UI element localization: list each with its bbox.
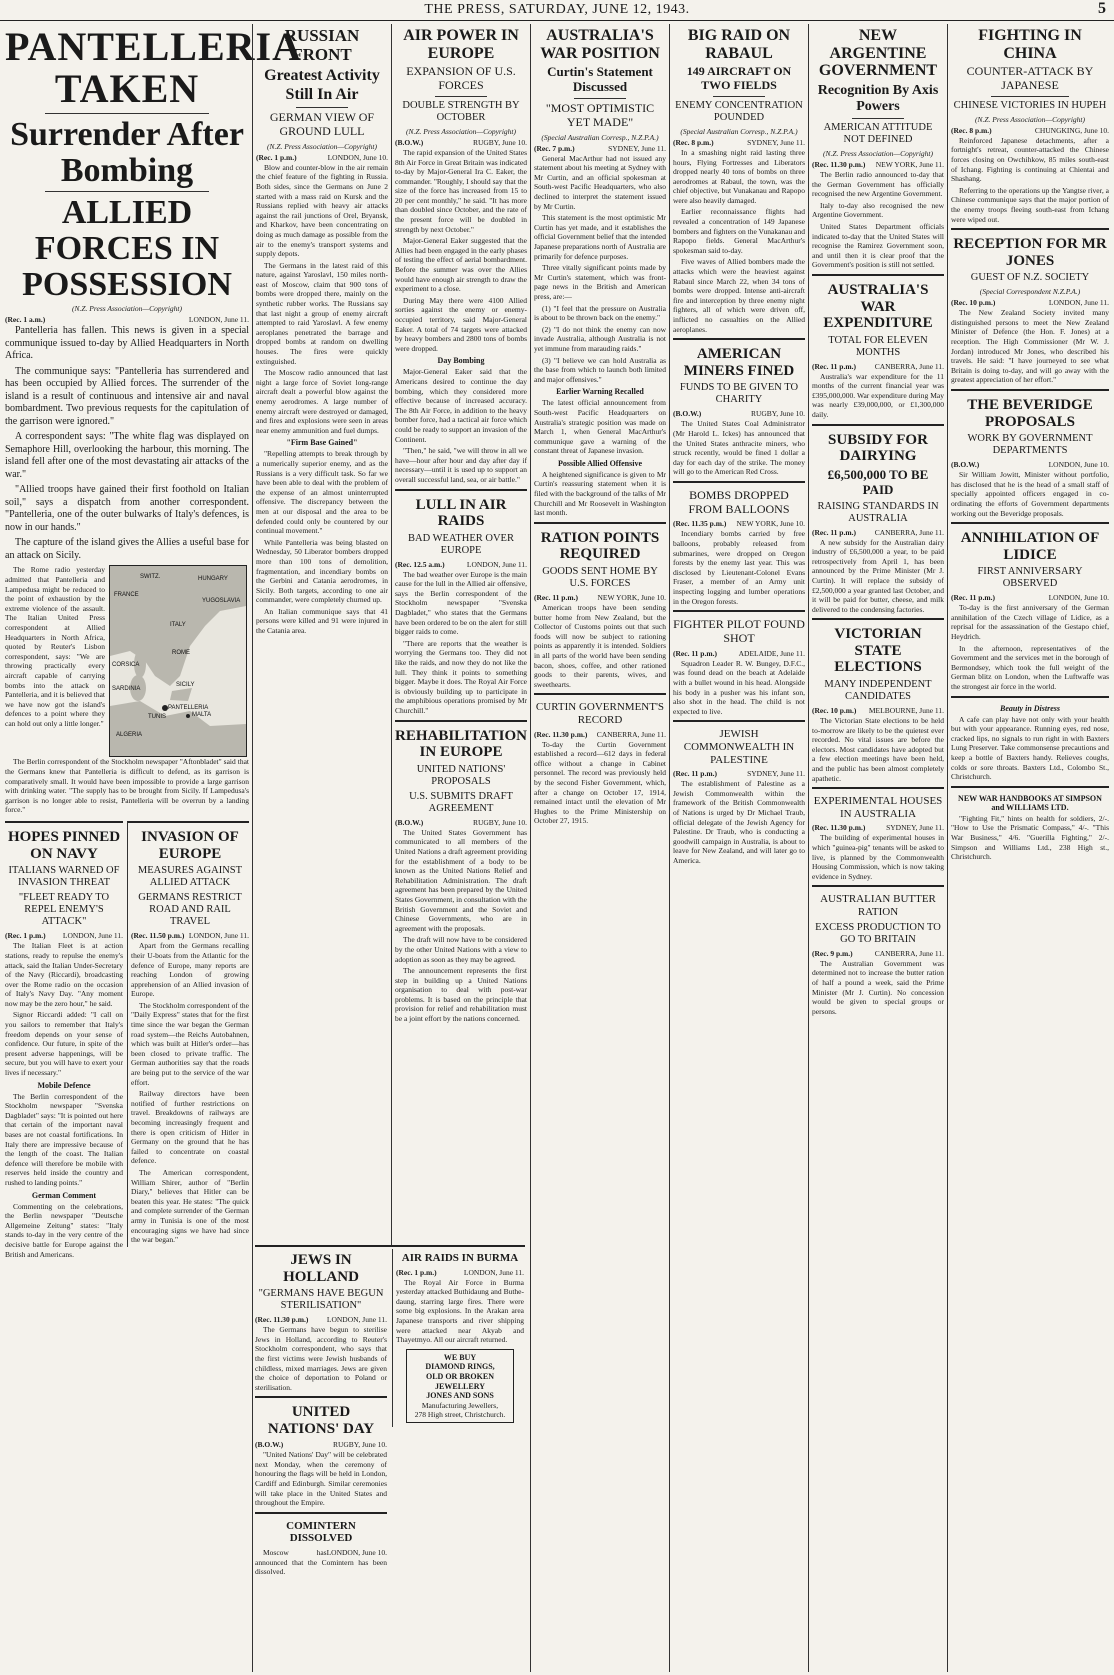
un-day-article (255, 1396, 387, 1508)
article-paragraph: The building of experimental houses in which "guinea-pig" tenants will be asked to live, is planned by the Commonwealth Housing Commission, which is now taking evidence in Sydney. (812, 833, 944, 881)
dateline: (B.O.W.) RUGBY, June 10. (255, 1440, 387, 1450)
map-label: TUNIS (148, 714, 166, 721)
australia-war-subhead: Curtin's Statement Discussed (547, 64, 653, 95)
credit-line: (N.Z. Press Association—Copyright) (405, 126, 516, 136)
aus-expenditure-article (812, 274, 944, 420)
article-paragraph: The Moscow radio announced that last night a large force of Soviet long-range aircraft dealt a powerful blow against the enemy aerodromes. A large number of enemy aircraft were destroyed or damaged, and fires and explosions were seen in areas near enemy ammunition and fuel dumps. (256, 368, 388, 435)
air-power-subhead2: DOUBLE STRENGTH BY OCTOBER (402, 99, 520, 123)
dateline: (Rec. 11 p.m.) SYDNEY, June 11. (673, 769, 805, 779)
jews-article (255, 1249, 387, 1579)
invasion-subhead2: GERMANS RESTRICT ROAD AND RAIL TRAVEL (138, 892, 242, 928)
article-paragraph: Reinforced Japanese detachments, after a fortnight's retreat, counter-attacked the Chinese forces closing on Owchihkow, 85 miles south-east of Ichang. Fighting is continuing at Chientai and Shashang. (951, 135, 1109, 184)
hopes-subhead2: "FLEET READY TO REPEL ENEMY'S ATTACK" (18, 892, 110, 928)
credit-line: (N.Z. Press Association—Copyright) (71, 304, 182, 314)
dateline: (Rec. 11.50 p.m.) LONDON, June 11. (131, 931, 249, 941)
article-paragraph: This statement is the most optimistic Mr Curtin has yet made, and it establishes the official Government belief that the intended Japanese preparations north of Australia are primarily for defence purposes. (534, 213, 666, 261)
article-paragraph: Incendiary bombs carried by free balloons, probably released from submarines, were dropped on Oregon forests by the enemy last year. This was disclosed by Lieutenant-Colonel Evans Fraser, a member of an Army unit inspecting logging and lumber operations in the Oregon forests. (673, 529, 805, 606)
jones-subhead: GUEST OF N.Z. SOCIETY (970, 272, 1090, 284)
dairying-article (812, 424, 944, 615)
article-paragraph: During May there were 4100 Allied sorties against the enemy or enemy-occupied territory, said Major-General Eaker. A total of 74 targets were attacked by heavy bombers and 2800 tons of bombs were dropped. (395, 295, 527, 353)
article-paragraph: The Stockholm correspondent of the "Daily Express" states that for the first time since the war began the German road system—the Reichs Autobahnen, which was built at Hitler's order—has been closed to private traffic. The German authorities say that the roads are being put to the service of the war effort. (131, 1000, 249, 1087)
aus-expenditure-subhead: TOTAL FOR ELEVEN MONTHS (828, 334, 928, 358)
article-paragraph: Apart from the Germans recalling their U-boats from the Atlantic for the defence of Europe, many reports are reaching London of growing apprehension of an Allied invasion of Europe. (131, 941, 249, 999)
rehabilitation-headline: REHABILITATION IN EUROPE (395, 727, 527, 761)
rabaul-subhead: 149 AIRCRAFT ON TWO FIELDS (686, 64, 792, 92)
article-paragraph: Earlier reconnaissance flights had revealed a concentration of 149 Japanese bombers and fighters on the Vunakanau and Rapopo fields. General MacArthur's spokesman said to-day. (673, 207, 805, 255)
map-label: SARDINIA (112, 686, 141, 693)
air-power-subhead: EXPANSION OF U.S. FORCES (406, 64, 516, 92)
article-paragraph: Major-General Eaker said that the Americans desired to continue the day bombing, which they considered more effective because of increased accuracy. The 8th Air Force, in addition to the heavy bomber force, had a tactical air force which could be ready to support an invasion of the Continent. (395, 367, 527, 444)
article-paragraph: The Berlin radio announced to-day that the German Government has officially recognised the new Argentine Government. (812, 170, 944, 199)
dairying-subhead2: RAISING STANDARDS IN AUSTRALIA (817, 500, 939, 524)
article-paragraph: The Australian Government was determined not to increase the butter ration of half a pound a week, said the Prime Minister (Mr J. Curtin). No concession would be given to special groups or persons. (812, 958, 944, 1016)
map-label: ITALY (170, 622, 186, 629)
article-paragraph: The United States Government has communicated to all members of the United Nations a draft agreement providing for the establishment of a body to be known as the United Nations Relief and Rehabilitation Administration. The draft agreement has been prepared by the United States Government, in consultation with the British Government and the Soviet and Chinese Governments, who are in agreement with the proposals. (395, 827, 527, 933)
beauty-ad (951, 696, 1109, 782)
map-label: SWITZ. (140, 574, 161, 581)
article-paragraph: Five waves of Allied bombers made the attacks which were the heaviest against Rabaul since March 22, when 34 tons of bombs were dropped. Intense anti-aircraft fire and interception by three enemy night fighters, all of which were driven off, inflicted no casualties on the Allied aeroplanes. (673, 257, 805, 334)
lull-subhead: BAD WEATHER OVER EUROPE (408, 532, 514, 556)
section-subhead: Day Bombing (437, 356, 485, 366)
ration-headline: RATION POINTS REQUIRED (540, 529, 660, 563)
ad-line: WE BUY (443, 1352, 477, 1362)
aus-expenditure-headline: AUSTRALIA'S WAR EXPENDITURE (823, 282, 933, 332)
article-paragraph: In a smashing night raid lasting three hours, Flying Fortresses and Liberators dropped nearly 40 tons of bombs on three aerodromes at Rabaul, the town, was the chief objective, but Vunakanau and Rapopo were also heavily damaged. (673, 147, 805, 205)
ad-text: "Fighting Fit," hints on health for soldiers, 2/-. "How to Use the Prismatic Compass," 4/-. "This War Business," 4/6. "Guerilla Fighting," 2/-. Simpson and Williams Ltd., 238 High st., Christchurch. (951, 813, 1109, 862)
pantelleria-subhead2: ALLIED FORCES IN POSSESSION (22, 194, 232, 303)
beveridge-headline: THE BEVERIDGE PROPOSALS (967, 397, 1093, 430)
article-paragraph: (1) "I feel that the pressure on Australia is about to be thrown back on the enemy." (534, 303, 666, 323)
air-power-headline: AIR POWER IN EUROPE (403, 27, 519, 62)
beveridge-subhead: WORK BY GOVERNMENT DEPARTMENTS (967, 433, 1093, 457)
article-paragraph: Three vitally significant points made by Mr Curtin's statement, which was front-page news in the British and American press, are:— (534, 263, 666, 301)
section-subhead: German Comment (31, 1190, 97, 1200)
ration-article (534, 522, 666, 689)
divider (435, 96, 487, 97)
comintern-article: COMINTERN DISSOLVED LONDON, June 10. Moscow has announced that the Comintern has been dissolved. (255, 1512, 387, 1577)
lidice-article (951, 522, 1109, 691)
ad-line: 278 High street, Christchurch. (414, 1409, 506, 1419)
divider (574, 98, 626, 99)
credit-line: (Special Correspondent N.Z.P.A.) (979, 287, 1081, 297)
article-paragraph: Australia's war expenditure for the 11 months of the current financial year was £395,000,000. War expenditure during May was nearly £39,000,000, or £1,300,000 daily. (812, 371, 944, 420)
article-paragraph: A heightened significance is given to Mr Curtin's reassuring statement when it is filed with the background of the talks of Mr Churchill and Mr Roosevelt in Washington last month. (534, 469, 666, 518)
victorian-subhead: MANY INDEPENDENT CANDIDATES (824, 678, 932, 702)
palestine-headline: JEWISH COMMONWEALTH IN PALESTINE (683, 728, 795, 766)
article-paragraph: The draft will now have to be considered by the other United Nations with a view to adoption as soon as they may be agreed. (395, 935, 527, 964)
un-day-headline: UNITED NATIONS' DAY (267, 1404, 375, 1437)
fighter-pilot-article (673, 610, 805, 716)
column-6 (808, 24, 947, 1672)
balloons-headline: BOMBS DROPPED FROM BALLOONS (688, 487, 790, 516)
article-paragraph: To-day is the first anniversary of the German annihilation of the Czech village of Lidice, as a reprisal for the assassination of the Gestapo chief, Heydrich. (951, 603, 1109, 641)
comintern-headline: COMINTERN DISSOLVED (286, 1519, 356, 1545)
ad-line: JONES AND SONS (426, 1391, 494, 1401)
section-subhead: Earlier Warning Recalled (556, 387, 644, 397)
dairying-subhead: £6,500,000 TO BE PAID (827, 466, 929, 497)
burma-headline: AIR RAIDS IN BURMA (401, 1252, 519, 1264)
miners-article (673, 338, 805, 477)
dairying-headline: SUBSIDY FOR DAIRYING (828, 431, 928, 465)
ad-text: A cafe can play have not only with your health but with your appearance. Running eyes, red nose, cracked lips, no signals to run right in with Baxters Lung Preserver. Take commonsense precautions and keep a bottle of Baxters handy. Relieves coughs, colds or sore throats. Baxters Ltd., Colombo St., Christchurch. (951, 714, 1109, 782)
article-paragraph: The bad weather over Europe is the main cause for the lull in the Allied air offensive, says the Berlin correspondent of the Stockholm newspaper "Svenska Dagbladet," who states that the Germans have been ordered to be on the alert for still bigger raids to come. (395, 569, 527, 637)
lull-headline: LULL IN AIR RAIDS (415, 496, 507, 529)
article-paragraph: (3) "I believe we can hold Australia as the base from which to launch both limited and major offensives." (534, 355, 666, 384)
article-paragraph: While Pantelleria was being blasted on Wednesday, 50 Liberator bombers dropped more than 100 tons of demolition, fragmentation, and incendiary bombs on the Gerbini and Catania aerodromes, in Sicily. Both targets, according to one air commander, were completely churned up. (256, 537, 388, 605)
lead-paragraph: Pantelleria has fallen. This news is given in a special communique issued to-day by Allied Headquarters in North Africa. (5, 325, 249, 362)
invasion-subhead: MEASURES AGAINST ALLIED ATTACK (137, 865, 243, 889)
map-label: YUGOSLAVIA (202, 598, 241, 605)
dateline: (B.O.W.) RUGBY, June 10. (395, 817, 527, 827)
butter-ration-headline: AUSTRALIAN BUTTER RATION (820, 893, 936, 919)
rehabilitation-article (395, 720, 527, 1024)
article-paragraph: The United States Coal Administrator (Mr Harold L. Ickes) has announced that the United States anthracite miners, who struck recently, would be fined 1 dollar a day for each day of the strike. The money will go to the American Red Cross. (673, 419, 805, 477)
article-paragraph: Blow and counter-blow in the air remain the chief feature of the fighting in Russia. Both sides, since the Germans on June 2 started with a mass raid on Kursk and the Russians replied with heavy air attacks against the rail junctions of Orel, Bryansk, and Kharkov, have been concentrating on doing as much damage as possible from the air to the enemy's transport systems and supply depots. (256, 162, 388, 259)
map-label: HUNGARY (198, 576, 228, 583)
china-headline: FIGHTING IN CHINA (978, 27, 1082, 62)
article-paragraph: Major-General Eaker suggested that the Allies had been engaged in the early phases of testing the effect of aerial bombardment. Before the summer was over the Allies would have enough air strength to draw the experiment to a close. (395, 236, 527, 294)
map-label: FRANCE (114, 592, 139, 599)
butter-ration-subhead: EXCESS PRODUCTION TO GO TO BRITAIN (815, 921, 941, 945)
dateline: (Rec. 1 p.m.) LONDON, June 10. (256, 152, 388, 162)
map-label: SICILY (176, 682, 195, 689)
miners-subhead: FUNDS TO BE GIVEN TO CHARITY (679, 382, 799, 406)
dateline: (Rec. 10 p.m.) LONDON, June 11. (951, 298, 1109, 308)
article-paragraph: A new subsidy for the Australian dairy industry of £6,500,000 a year, to be paid retrospectively from April 1, has been announced by the Prime Minister (Mr J. Curtin). It will replace the subsidy of £2,500,000 a year granted last October, and it will be paid for butter, cheese, and milk delivered to the condensing factories. (812, 537, 944, 614)
columns (2, 24, 1112, 1672)
map-label: PANTELLERIA (168, 705, 209, 712)
article-paragraph: Sir William Jowitt, Minister without portfolio, has disclosed that he is the head of a small staff of specially appointed officers engaged in co-ordinating the efforts of Government departments working out the Beveridge proposals. (951, 470, 1109, 518)
column-4 (530, 24, 669, 1672)
article-paragraph: An Italian communique says that 41 persons were killed and 91 were injured in the Catania area. (256, 606, 388, 636)
victorian-article (812, 618, 944, 783)
dateline: (Rec. 1 a.m.) LONDON, June 11. (5, 315, 249, 325)
divider (45, 113, 209, 114)
column-1 (2, 24, 302, 1672)
article-paragraph: General MacArthur had not issued any statement about his meeting at Sydney with Mr Curtin, and an official spokesman at South-west Pacific Headquarters, who also declined to interpret the statement issued by Mr Curtin. (534, 153, 666, 211)
exp-houses-headline: EXPERIMENTAL HOUSES IN AUSTRALIA (813, 795, 943, 820)
ad-line: Manufacturing Jewellers, (421, 1400, 499, 1410)
jones-article (951, 228, 1109, 385)
article-paragraph: The communique says: "Pantelleria has surrendered and has been occupied by Allied forces. The surrender of the island is a result of continuous and intensive air and naval bombardment. Two previous requests for the capitulation of the garrison were ignored." (5, 365, 249, 427)
china-subhead: COUNTER-ATTACK BY JAPANESE (966, 64, 1094, 92)
article-paragraph: A correspondent says: "The white flag was displayed on Semaphore Hill, overlooking the harbour, this morning. The island fell after one of the most devastating air attacks of the war." (5, 431, 249, 480)
article-paragraph: Italy to-day also recognised the new Argentine Government. (812, 200, 944, 220)
hopes-headline: HOPES PINNED ON NAVY (7, 829, 121, 862)
article-paragraph: The Germans have begun to sterilise Jews in Holland, according to Reuter's Stockholm correspondent, who says that the first victims were Jewish husbands of childless, mixed marriages. Jews are given the choice of deportation to Poland or sterilisation. (255, 1325, 387, 1392)
divider (713, 96, 765, 97)
dateline: (Rec. 11 p.m.) CANBERRA, June 11. (812, 361, 944, 371)
exp-houses-article (812, 787, 944, 881)
credit-line: (Special Australian Corresp., N.Z.P.A.) (541, 132, 659, 142)
dateline: (Rec. 9 p.m.) CANBERRA, June 11. (812, 948, 944, 958)
article-paragraph: Referring to the operations up the Yangtse river, a Chinese communique says that the major portion of the enemy troops fleeing south-east from Ichang were wiped out. (951, 185, 1109, 224)
article-paragraph: The latest official announcement from South-west Pacific Headquarters on Australia's strategic position was made on March 1, when General MacArthur's communique gave a warning of the constant threat of Japanese invasion. (534, 398, 666, 456)
beveridge-article (951, 389, 1109, 518)
masthead (0, 0, 1114, 21)
article-paragraph: The Berlin correspondent of the Stockholm newspaper "Svenska Dagbladet" says: "It is pointed out here that certain of the important naval bases are not coastal fortifications. In Italy there are impressive because of the length of the coast. The Italian defence will therefore be mobile with reserves held inside the country and rushed to landing points." (5, 1091, 123, 1187)
handbooks-ad (951, 786, 1109, 862)
credit-line: (N.Z. Press Association—Copyright) (822, 149, 933, 159)
map-label: ROME (172, 650, 190, 657)
article-paragraph: "There are reports that the weather is worrying the Germans too. They did not like the raids, and now they do not like the lull. They think it points to something bigger. Maybe it does. The Royal Air Force is obviously building up to participate in the amphibious operations promised by Mr Churchill." (395, 638, 527, 715)
article-paragraph: In the afternoon, representatives of the Government and the services met in the borough of Bermondsey, which took the full weight of the German blitz on London, when the Luftwaffe was the strongest air force in the world. (951, 643, 1109, 691)
article-paragraph: "Repelling attempts to break through by a numerically superior enemy, and as the Russians is a very difficult task. So far we have been able to deal with the problem of the expense of an almost uninterrupted offensive. The discrepancy between the men at our disposal and the area to be defended could only be countered by our continual movement." (256, 449, 388, 536)
beauty-headline: Beauty in Distress (999, 703, 1060, 713)
butter-ration-article (812, 885, 944, 1016)
dateline: (Rec. 11 p.m.) LONDON, June 10. (951, 593, 1109, 603)
article-paragraph: Squadron Leader R. W. Bungey, D.F.C., was found dead on the beach at Adelaide with a bullet wound in his head. Alongside his body in a pusher was his infant son, also shot in the head. The child is not expected to live. (673, 658, 805, 716)
dateline: (Rec. 8 p.m.) CHUNGKING, June 10. (951, 125, 1109, 135)
bottom-strip (255, 1245, 525, 1672)
ad-line: OLD OR BROKEN JEWELLERY (425, 1371, 494, 1391)
dateline: (Rec. 11.30 p.m.) SYDNEY, June 11. (812, 823, 944, 833)
russian-headline: RUSSIAN FRONT (284, 26, 360, 64)
burma-article (392, 1249, 524, 1427)
rehabilitation-subhead2: U.S. SUBMITS DRAFT AGREEMENT (409, 790, 513, 814)
dateline: (Rec. 10 p.m.) MELBOURNE, June 11. (812, 706, 944, 715)
dateline: (B.O.W.) RUGBY, June 10. (673, 409, 805, 419)
jews-subhead: "GERMANS HAVE BEGUN STERILISATION" (258, 1288, 384, 1312)
ad-line: DIAMOND RINGS, (425, 1362, 495, 1372)
dateline: (Rec. 11.30 p.m.) NEW YORK, June 11. (812, 160, 944, 170)
miners-headline: AMERICAN MINERS FINED (683, 346, 795, 379)
mediterranean-map (109, 565, 247, 757)
article-paragraph: Signor Riccardi added: "I call on you sailors to remember that Italy's freedom depends on your sense of confidence. Our future, in spite of the present adverse happenings, will be secure, but you will have to exert your lives if necessary." (5, 1010, 123, 1078)
jones-headline: RECEPTION FOR MR JONES (953, 236, 1107, 269)
divider (852, 118, 904, 119)
dateline: (Rec. 1 p.m.) LONDON, June 11. (5, 931, 123, 941)
article-paragraph: Railway directors have been notified of further restrictions on travel. Breakdowns of railways are becoming increasingly frequent and there is open criticism of Hitler in Germany on the ground that he has failed to concentrate on coastal defence. (131, 1089, 249, 1166)
map-label: MALTA (192, 712, 212, 719)
masthead-title: THE PRESS, SATURDAY, JUNE 12, 1943. (424, 2, 690, 17)
article-paragraph: The Rome radio yesterday admitted that Pantelleria and Lampedusa might be reduced to the point of exhaustion by the extreme violence of the assault. The Italian United Press correspondent at Allied Headquarters in North Africa, quoted by Reuter's Lisbon correspondent, says: "We are throwing practically every aircraft capable of carrying bombs into the attack on Pantelleria, and it is believed that we have now got the island's defences to a point where they can hold out only a little longer." (5, 565, 105, 728)
dateline: (Rec. 11.35 p.m.) NEW YORK, June 10. (673, 519, 805, 529)
column-5 (669, 24, 808, 1672)
map-label: CORSICA (112, 662, 140, 669)
column-7 (947, 24, 1112, 1672)
article-paragraph: Moscow has announced that the Comintern has been dissolved. (255, 1548, 387, 1577)
russian-subhead2: GERMAN VIEW OF GROUND LULL (269, 110, 375, 138)
section-subhead: Mobile Defence (37, 1080, 91, 1090)
page-number: 5 (1098, 0, 1106, 17)
article-paragraph: "United Nations' Day" will be celebrated next Monday, when the ceremony of honouring the flags will be held in London, Cardiff and Edinburgh. Similar ceremonies will take place in the United States and throughout the Empire. (255, 1450, 387, 1508)
article-paragraph: United States Department officials indicated to-day that the United States will recognise the Ramirez Government soon, and until then it is clear proof that the Government's position is still not settled. (812, 222, 944, 270)
argentine-subhead2: AMERICAN ATTITUDE NOT DEFINED (823, 121, 933, 146)
invasion-article (127, 821, 249, 1247)
article-paragraph: To-day the Curtin Government established a record—612 days in federal office without a change in Cabinet personnel. The record was previously held by the second Fisher Government, which, after a change on October 17, 1914, remained intact until the elevation of Mr Hughes to the Prime Ministership on October 27, 1915. (534, 739, 666, 826)
article-paragraph: The Italian Fleet is at action stations, ready to repulse the enemy's attack, said the Italian Under-Secretary of the Navy (Riccardi), broadcasting over the Rome radio on the occasion of Italy's Navy Day. "Any moment now may be the zero hour," he said. (5, 941, 123, 1008)
article-paragraph: The rapid expansion of the United States 8th Air Force in Great Britain was indicated to-day by Major-General Ira C. Eaker, the commander. "Roughly, I should say that the size of the force has increased from 15 to 20 per cent monthly," he said. "It has more than doubled since October, and the rate of the present force will be doubled in strength by next October." (395, 147, 527, 234)
article-paragraph: American troops have been sending butter home from New Zealand, but the Collector of Customs points out that such foods will now be subject to rationing points as apparently it is intended. Soldiers in all parts of the world have been sending bacon, shoes, coffee, and other rationed goods to their parents, wives, and sweethearts. (534, 602, 666, 689)
ration-subhead: GOODS SENT HOME BY U.S. FORCES (542, 565, 658, 589)
victorian-headline: VICTORIAN STATE ELECTIONS (834, 626, 922, 676)
jews-headline: JEWS IN HOLLAND (283, 1252, 359, 1285)
article-paragraph: The Berlin correspondent of the Stockholm newspaper "Aftonbladet" said that the Germans knew that Pantelleria is difficult to defend, as its garrison is comparatively small. It would have been impossible to provide a large garrison with drinking water. "The supply has to be brought from Sicily. If Lampedusa's garrison is no longer able to resist, Pantelleria will be overrun by a landing force." (5, 757, 249, 815)
section-subhead: "Firm Base Gained" (286, 438, 358, 448)
dateline: (B.O.W.) LONDON, June 10. (951, 460, 1109, 470)
credit-line: (Special Australian Corresp., N.Z.P.A.) (680, 126, 798, 136)
dateline: (Rec. 12.5 a.m.) LONDON, June 11. (395, 559, 527, 569)
palestine-article (673, 720, 805, 865)
article-paragraph: The New Zealand Society invited many distinguished persons to meet the New Zealand Minister of Defence (the Hon. F. Jones) at a reception. The High Commissioner (Mr W. J. Jordan) introduced Mr Jones, who described his travels. He said: "I have journeyed to see what Britain is doing to-day, and will go away with the greatest appreciation of her effort." (951, 308, 1109, 385)
divider (296, 107, 348, 108)
dateline: (B.O.W.) RUGBY, June 10. (395, 137, 527, 147)
divider (991, 96, 1069, 97)
invasion-headline: INVASION OF EUROPE (141, 829, 239, 862)
article-paragraph: "Then," he said, "we will throw in all we have—hour after hour and day after day if necessary—until it is used up to support an overall successful land, sea, or air battle." (395, 446, 527, 484)
china-subhead2: CHINESE VICTORIES IN HUPEH (953, 99, 1107, 111)
divider (45, 191, 209, 192)
dateline: (Rec. 11 p.m.) ADELAIDE, June 11. (673, 648, 805, 658)
argentine-headline: NEW ARGENTINE GOVERNMENT (818, 27, 938, 80)
dateline: (Rec. 11.30 p.m.) CANBERRA, June 11. (534, 729, 666, 739)
lidice-headline: ANNIHILATION OF LIDICE (960, 530, 1100, 563)
balloons-article (673, 481, 805, 606)
dateline: (Rec. 11 p.m.) NEW YORK, June 10. (534, 592, 666, 602)
rabaul-subhead2: ENEMY CONCENTRATION POUNDED (675, 99, 803, 123)
section-subhead: Possible Allied Offensive (558, 458, 642, 468)
hopes-article (5, 821, 123, 1261)
article-paragraph: The American correspondent, William Shirer, author of "Berlin Diary," believes that Hitler can be beaten this year. He states: "The quick and complete surrender of the German army in Tunisia is one of the most encouraging signs we have had since the war began." (131, 1167, 249, 1245)
article-paragraph: The establishment of Palestine as a Jewish Commonwealth within the framework of the British Commonwealth of Nations is urged by Dr Michael Traub, official delegate of the Jewish Agency for Palestine. Dr Traub, who is conducting a goodwill campaign in Australia, is about to leave for New Zealand, and will later go to America. (673, 779, 805, 866)
lull-article (395, 489, 527, 716)
pantelleria-subhead: Surrender After Bombing (10, 116, 244, 189)
dateline: (Rec. 11 p.m.) CANBERRA, June 11. (812, 527, 944, 537)
article-paragraph: The Germans in the latest raid of this nature, against Yaroslavl, 150 miles north-east of Moscow, claim that 900 tons of bombs were dropped there, mainly on the synthetic rubber works. The Russians say that last night a group of enemy aircraft attempted to raid Yaroslavl. A few enemy aeroplanes penetrated the barrage and dropped bombs at random on dwelling houses. The fires were quickly extinguished. (256, 260, 388, 366)
article-paragraph: The Victorian State elections to be held to-morrow are likely to be the quietest ever recorded. No vital issues are before the electors. Most candidates have adopted but a few election meetings have been held, and the public has been almost completely apathetic. (812, 716, 944, 783)
credit-line: (N.Z. Press Association—Copyright) (974, 114, 1085, 124)
dateline: (Rec. 11.30 p.m.) LONDON, June 11. (255, 1315, 387, 1325)
article-paragraph: (2) "I do not think the enemy can now invade Australia, although Australia is not yet immune from marauding raids." (534, 324, 666, 353)
rabaul-headline: BIG RAID ON RABAUL (687, 27, 791, 62)
map-label: ALGERIA (116, 732, 143, 739)
handbooks-headline: NEW WAR HANDBOOKS AT SIMPSON and WILLIAMS LTD. (958, 793, 1102, 812)
argentine-subhead: Recognition By Axis Powers (817, 82, 939, 114)
map-and-text (5, 565, 249, 757)
article-paragraph: The Royal Air Force in Burma yesterday attacked Buthidaung and Buthe-daung, starring large fires. There were some big explosions. In the Arakan area Japanese transports and river shipping were attacked near Akyab and Thayetmyo. All our aircraft returned. (396, 1277, 524, 1345)
curtin-record-article (534, 693, 666, 826)
article-paragraph: "Allied troops have gained their first foothold on Italian soil," says a dispatch from another correspondent. "Pantelleria, one of the outer bulwarks of Italy's defences, is now in our hands." (5, 484, 249, 533)
jewellery-ad (406, 1349, 514, 1423)
credit-line: (N.Z. Press Association—Copyright) (266, 141, 377, 151)
article-paragraph: The capture of the island gives the Allies a useful base for an attack on Sicily. (5, 537, 249, 561)
australia-war-subhead2: "MOST OPTIMISTIC YET MADE" (545, 101, 655, 129)
australia-war-headline: AUSTRALIA'S WAR POSITION (540, 27, 660, 62)
article-paragraph: The announcement represents the first step in building up a United Nations organisation to deal with post-war problems. It is based on the principle that provision for relief and rehabilitation must be a joint effort by the nations concerned. (395, 966, 527, 1024)
dateline: (Rec. 1 p.m.) LONDON, June 11. (396, 1267, 524, 1277)
curtin-record-headline: CURTIN GOVERNMENT'S RECORD (535, 701, 665, 726)
pantelleria-headline: PANTELLERIA TAKEN (5, 24, 302, 111)
rehabilitation-subhead: UNITED NATIONS' PROPOSALS (416, 763, 506, 787)
dateline: (Rec. 8 p.m.) SYDNEY, June 11. (673, 137, 805, 147)
article-paragraph: Commenting on the celebrations, the Berlin newspaper "Deutsche Allgemeine Zeitung" states: "Italy stands to-day in the very centre of the decisive battle for Europe against the British and Americans. (5, 1201, 123, 1259)
russian-subhead: Greatest Activity Still In Air (264, 67, 380, 103)
dateline: (Rec. 7 p.m.) SYDNEY, June 11. (534, 143, 666, 153)
fighter-pilot-headline: FIGHTER PILOT FOUND SHOT (673, 617, 805, 646)
hopes-subhead: ITALIANS WARNED OF INVASION THREAT (8, 865, 120, 889)
lidice-subhead: FIRST ANNIVERSARY OBSERVED (977, 566, 1083, 590)
